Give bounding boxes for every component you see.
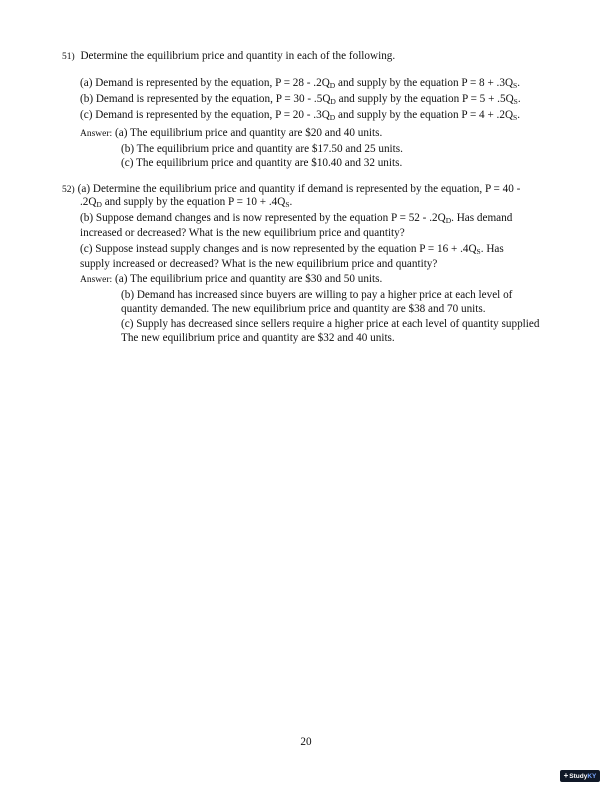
part-b	[80, 91, 580, 107]
question-number: 52)	[62, 185, 75, 195]
subscript: D	[96, 200, 102, 209]
question-text: .	[289, 196, 293, 208]
question-text: (b) Suppose demand changes and is now represented by the equation P = 52 - .2Q	[80, 211, 446, 224]
question-52-body	[80, 195, 580, 273]
q52-line-3	[80, 211, 580, 227]
question-text: (a) Determine the equilibrium price and quantity if demand is represented by the equation, P = 40 -	[77, 183, 521, 195]
subscript: D	[329, 81, 336, 90]
subscript: D	[329, 113, 336, 122]
question-text: . Has demand	[451, 211, 513, 224]
part-c	[80, 107, 580, 123]
subscript: S	[513, 97, 518, 106]
brand-text-accent: KY	[587, 773, 597, 780]
q52-line-5	[80, 242, 580, 258]
part-text: and supply by the equation P = 4 + .2Q	[335, 109, 514, 121]
answer-text: The new equilibrium price and quantity are $32 and 40 units.	[121, 332, 395, 344]
answer-label: Answer:	[80, 129, 113, 139]
question-text: and supply by the equation P = 10 + .4Q	[101, 196, 286, 208]
part-text: (a) Demand is represented by the equation, P = 28 - .2Q	[80, 77, 330, 89]
q52-line-6: supply increased or decreased? What is the new equilibrium price and quantity?	[80, 258, 438, 270]
answer-line	[80, 126, 600, 142]
question-52-answer	[80, 272, 600, 346]
question-51-answer	[80, 126, 600, 171]
answer-text: (a) The equilibrium price and quantity are $20 and 40 units.	[115, 127, 383, 139]
part-text: and supply by the equation P = 5 + .5Q	[335, 93, 514, 105]
brand-text: Study	[569, 773, 588, 780]
q52-line-2	[80, 195, 580, 211]
subscript: S	[285, 200, 290, 209]
question-number: 51)	[62, 52, 75, 62]
question-text: . Has	[480, 242, 504, 255]
answer-text: quantity demanded. The new equilibrium price and quantity are $38 and 70 units.	[121, 303, 486, 315]
question-text: (c) Suppose instead supply changes and is now represented by the equation P = 16 + .4Q	[80, 242, 477, 255]
question-text: Determine the equilibrium price and quantity in each of the following.	[80, 50, 396, 62]
answer-line	[80, 272, 600, 288]
answer-text: (b) Demand has increased since buyers are willing to pay a higher price at each level of	[121, 288, 513, 301]
answer-text: (a) The equilibrium price and quantity are $30 and 50 units.	[115, 273, 383, 285]
plus-icon: +	[563, 771, 569, 780]
answer-text: (c) Supply has decreased since sellers require a higher price at each level of quantity supplied	[121, 317, 540, 330]
part-text: .	[517, 77, 520, 89]
subscript: D	[330, 97, 336, 106]
page-number: 20	[300, 736, 312, 748]
question-51-prompt	[62, 49, 582, 65]
question-51-parts	[80, 75, 580, 123]
subscript: D	[445, 215, 452, 225]
part-text: .	[517, 93, 521, 105]
part-text: .	[517, 109, 520, 121]
question-text: .2Q	[80, 196, 97, 208]
answer-text: (c) The equilibrium price and quantity are $10.40 and 32 units.	[121, 157, 403, 169]
studykey-logo	[560, 770, 600, 782]
answer-label: Answer:	[80, 275, 113, 285]
subscript: S	[513, 81, 518, 90]
q52-line-4: increased or decreased? What is the new equilibrium price and quantity?	[80, 227, 405, 239]
subscript: S	[476, 246, 481, 256]
part-text: and supply by the equation P = 8 + .3Q	[335, 77, 514, 89]
subscript: S	[513, 113, 518, 122]
part-text: (c) Demand is represented by the equation, P = 20 - .3Q	[80, 109, 330, 121]
part-a	[80, 75, 580, 91]
part-text: (b) Demand is represented by the equation, P = 30 - .5Q	[80, 93, 331, 105]
answer-text: (b) The equilibrium price and quantity are $17.50 and 25 units.	[121, 142, 403, 155]
